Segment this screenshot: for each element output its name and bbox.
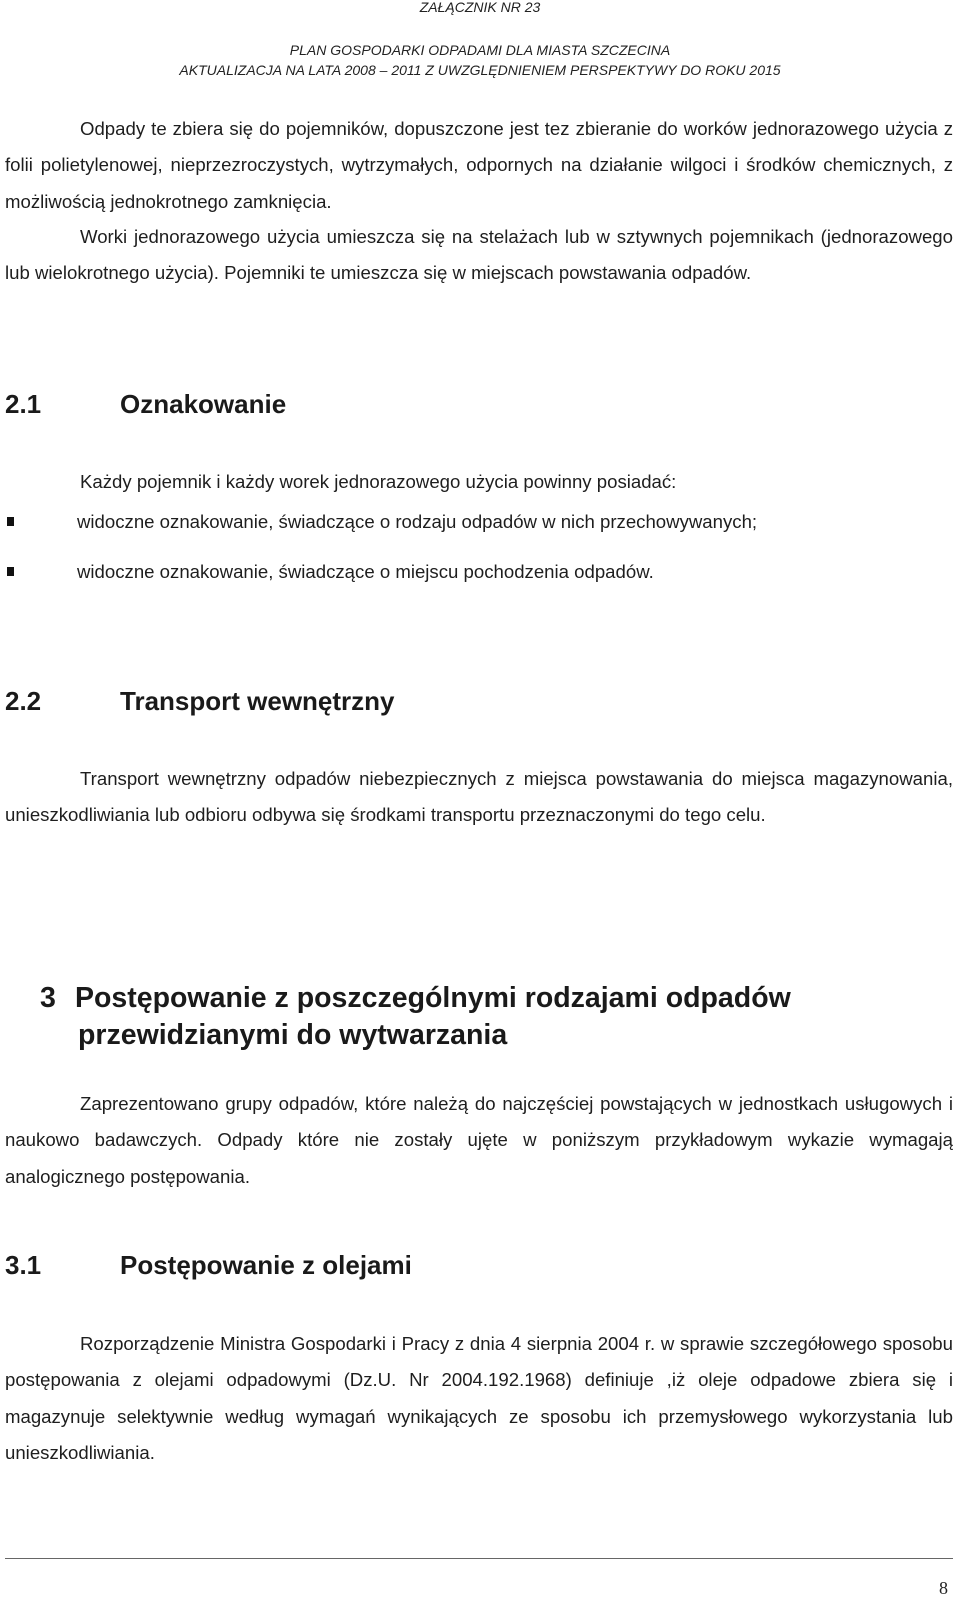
chapter-3-paragraph-text: Zaprezentowano grupy odpadów, które należą do najczęściej powstających w jednostkach usługowych i naukowo badawczych. Odpady które nie zostały ujęte w poniższym przykładowym wykazie wymagają analogicznego postępowania.	[5, 1093, 953, 1187]
section-3-1-paragraph-text: Rozporządzenie Ministra Gospodarki i Pracy z dnia 4 sierpnia 2004 r. w sprawie szczegółowego sposobu postępowania z olejami odpadowymi (Dz.U. Nr 2004.192.1968) definiuje ,iż oleje odpadowe zbiera się i magazynuje selektywnie według wymagań wynikających ze sposobu ich przemysłowego wykorzystania lub unieszkodliwiania.	[5, 1333, 953, 1464]
intro-paragraph-2-text: Worki jednorazowego użycia umieszcza się na stelażach lub w sztywnych pojemnikach (jednorazowego lub wielokrotnego użycia). Pojemniki te umieszcza się w miejscach powstawania odpadów.	[5, 226, 953, 284]
section-3-1-paragraph	[5, 1326, 953, 1472]
chapter-3-paragraph	[5, 1086, 953, 1195]
page-number: 8	[939, 1578, 948, 1598]
section-title: Oznakowanie	[120, 389, 287, 419]
square-bullet-icon	[7, 517, 14, 526]
intro-paragraph-2	[5, 219, 953, 292]
header-annex-label: ZAŁĄCZNIK NR 23	[419, 0, 541, 15]
section-number: 2.1	[5, 389, 42, 419]
section-heading-2-2	[5, 686, 395, 717]
section-heading-2-1	[5, 389, 286, 420]
header-plan-title: PLAN GOSPODARKI ODPADAMI DLA MIASTA SZCZECINA	[289, 42, 671, 58]
footer-divider	[5, 1558, 953, 1559]
list-item-text: widoczne oznakowanie, świadczące o miejscu pochodzenia odpadów.	[77, 561, 654, 582]
list-item-text: widoczne oznakowanie, świadczące o rodzaju odpadów w nich przechowywanych;	[77, 511, 758, 532]
section-number: 2.2	[5, 686, 42, 716]
section-heading-3-1	[5, 1250, 412, 1281]
square-bullet-icon	[7, 567, 14, 576]
header-update-subtitle: AKTUALIZACJA NA LATA 2008 – 2011 Z UWZGLĘDNIENIEM PERSPEKTYWY DO ROKU 2015	[179, 62, 781, 78]
chapter-heading-3	[40, 980, 955, 1054]
section-2-2-paragraph-text: Transport wewnętrzny odpadów niebezpiecznych z miejsca powstawania do miejsca magazynowania, unieszkodliwiania lub odbioru odbywa się środkami transportu przeznaczonymi do tego celu.	[5, 768, 953, 826]
chapter-title-line-1: Postępowanie z poszczególnymi rodzajami odpadów	[75, 982, 791, 1014]
chapter-title-line-2: przewidzianymi do wytwarzania	[78, 1019, 508, 1051]
section-title: Transport wewnętrzny	[120, 686, 395, 716]
section-2-1-lead	[5, 464, 953, 500]
intro-paragraph-1	[5, 0, 953, 220]
section-2-1-lead-text: Każdy pojemnik i każdy worek jednorazowego użycia powinny posiadać:	[80, 471, 677, 492]
section-number: 3.1	[5, 1250, 42, 1280]
section-title: Postępowanie z olejami	[120, 1250, 412, 1280]
section-2-2-paragraph	[5, 761, 953, 834]
chapter-number: 3	[40, 982, 56, 1014]
intro-paragraph-1-text: Odpady te zbiera się do pojemników, dopuszczone jest tez zbieranie do worków jednorazowego użycia z folii polietylenowej, nieprzezroczystych, wytrzymałych, odpornych na działanie wilgoci i środków chemicznych, z możliwością jednokrotnego zamknięcia.	[5, 118, 953, 212]
